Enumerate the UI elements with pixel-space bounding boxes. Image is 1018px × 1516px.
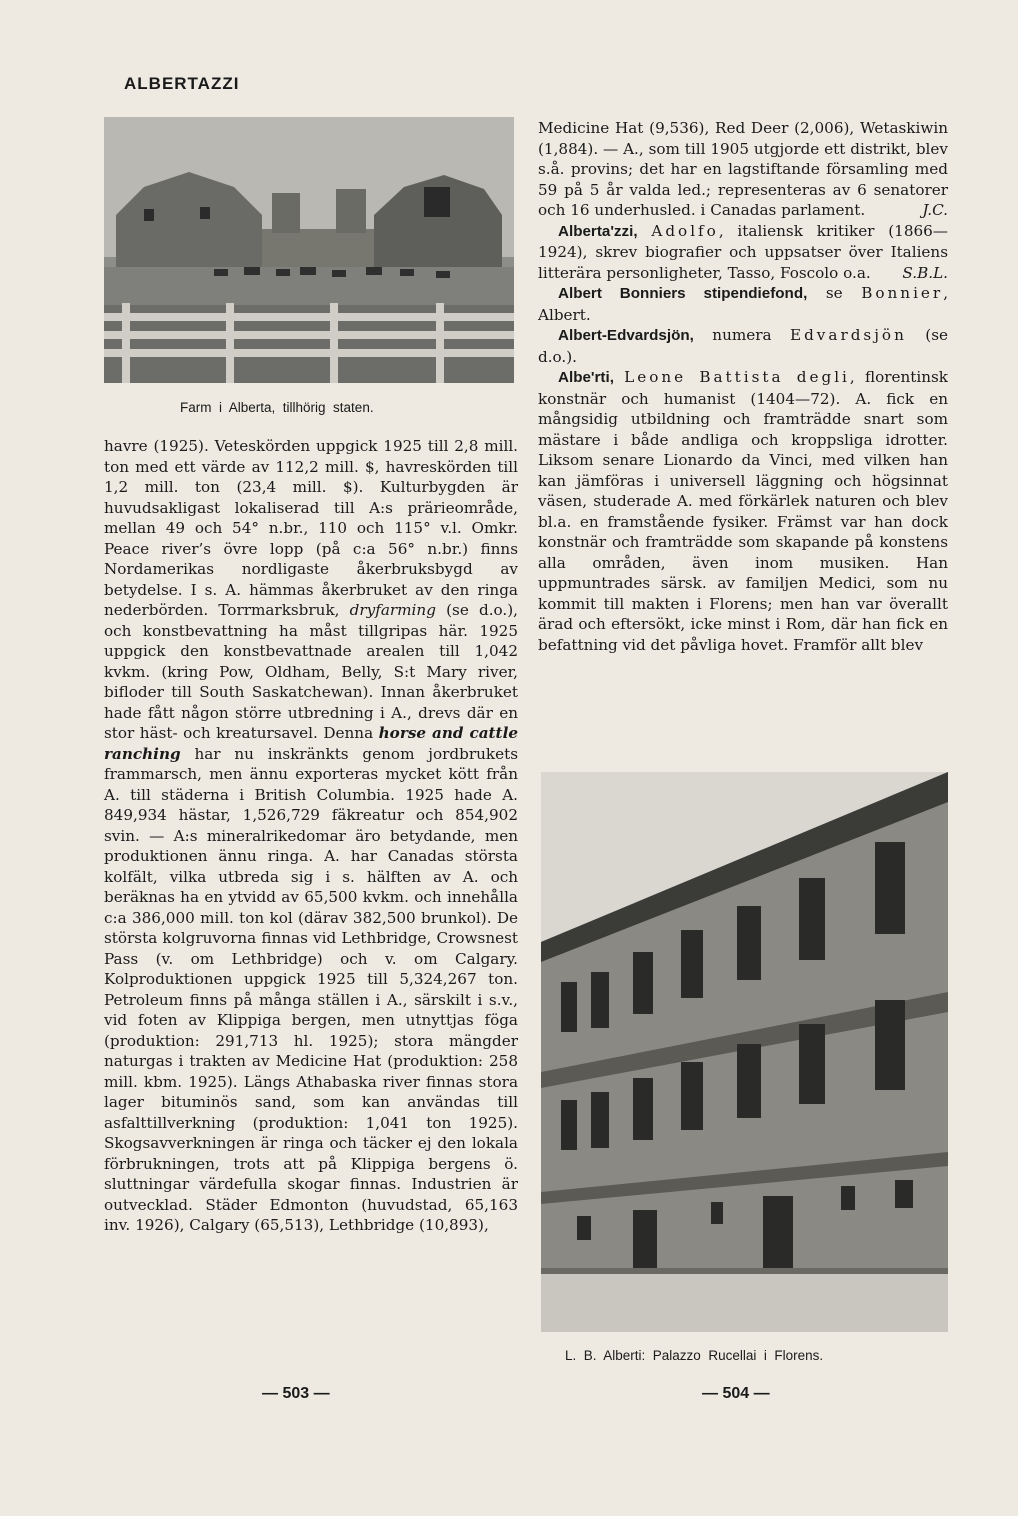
right-column	[538, 118, 948, 655]
entry-alberti-name: Leone Battista degli	[624, 368, 850, 386]
entry-edvardsjon-text-a: numera	[693, 326, 790, 344]
farm-illustration	[104, 117, 514, 383]
alberta-continuation-text: Medicine Hat (9,536), Red Deer (2,006), Wetaskiwin (1,884). — A., som till 1905 utgjorde ett distrikt, blev s.å. provins; det har en lagstiftande församling med 59 på 5 år valda led.; representeras av 6 senatorer och 16 underhusled. i Canadas parlament.	[538, 119, 948, 219]
left-text-c: har nu inskränkts genom jordbrukets frammarsch, men ännu exporteras mycket kött från A. till städerna i British Columbia. 1925 hade A. 849,934 hästar, 1,526,729 fäkreatur och 854,902 svin. — A:s mineralrikedomar äro betydande, men produktionen ännu ringa. A. har Canadas största kolfält, vilka utbreda sig i s. hälften av A. och beräknas ha en ytvidd av 65,500 kvkm. och innehålla c:a 386,000 mill. ton kol (därav 382,500 brunkol). De största kolgruvorna finnas vid Lethbridge, Crowsnest Pass (v. om Lethbridge) och v. om Calgary. Kolproduktionen uppgick 1925 till 5,324,267 ton. Petroleum finns på många ställen i A., särskilt i s.v., vid foten av Klippiga bergen, men utnyttjas föga (produktion: 291,713 hl. 1925); stora mängder naturgas i trakten av Medicine Hat (produktion: 258 mill. kbm. 1925). Längs Athabaska river finnas stora lager bituminös sand, som kan användas till asfalttillverkning (produktion: 1,041 ton 1925). Skogsavverkningen är ringa och täcker ej den lokala förbrukningen, trots att på Klippiga bergens ö. sluttningar värdefulla skogar finnas. Industrien är outvecklad. Städer Edmonton (huvudstad, 65,163 inv. 1926), Calgary (65,513), Lethbridge (10,893),	[104, 744, 518, 1234]
entry-albertazzi-text: , italiensk kritiker (1866—1924), skrev biografier och uppsatser över Italiens litterära personligheter, Tasso, Foscolo o.a.	[538, 221, 948, 282]
running-head: ALBERTAZZI	[124, 74, 240, 93]
entry-bonniers-text-b: , Albert.	[538, 284, 949, 324]
left-text-a: havre (1925). Veteskörden uppgick 1925 till 2,8 mill. ton med ett värde av 112,2 mill. $, havreskörden till 1,2 mill. ton (23,4 mill. $). Kulturbygden är huvudsakligast lokaliserad till A:s prärieområde, mellan 49 och 54° n.br., 110 och 115° v.l. Omkr. Peace river’s övre lopp (på c:a 56° n.br.) finns Nordamerikas nordligaste åkerbruksbygd av betydelse. I s. A. hämmas åkerbruket av den ringa nederbörden. Torrmarksbruk,	[104, 437, 518, 619]
signature-sbl: S.B.L.	[902, 263, 948, 282]
entry-albertazzi	[538, 221, 948, 284]
palazzo-illustration	[541, 772, 948, 1332]
farm-photo	[104, 117, 514, 383]
entry-alberti-text: , florentinsk konstnär och humanist (1404—72). A. fick en mångsidig utbildning och framträdde snart som mästare i både andliga och kroppsliga idrotter. Liksom senare Lionardo da Vinci, med vilken han kan jämföras i universell läggning och högsinnat väsen, studerade A. med förkärlek naturen och blev bl.a. en framstående fysiker. Främst var han dock konstnär och framträdde som skapande på konstens alla områden, även inom musiken. Han uppmuntrades särsk. av familjen Medici, som nu kommit till makten i Florens; men han var överallt ärad och eftersökt, icke minst i Rom, där han fick en befattning vid det påvliga hovet. Framför allt blev	[538, 368, 948, 654]
entry-edvardsjon	[538, 325, 948, 367]
entry-edvardsjon-text-b: (se d.o.).	[538, 326, 948, 366]
entry-albertazzi-head: Alberta'zzi,	[558, 222, 638, 240]
palazzo-caption: L. B. Alberti: Palazzo Rucellai i Florens.	[565, 1348, 824, 1363]
entry-alberti-head: Albe'rti,	[558, 369, 614, 386]
entry-edvardsjon-head: Albert-Edvardsjön,	[558, 327, 694, 344]
dryfarming-term: dryfarming	[349, 601, 436, 619]
palazzo-photo	[541, 772, 948, 1332]
signature-jc: J.C.	[922, 201, 948, 219]
entry-bonniers	[538, 283, 948, 325]
page-number-left: — 503 —	[262, 1385, 330, 1402]
entry-bonniers-ref: Bonnier	[861, 284, 944, 302]
page-number-right: — 504 —	[702, 1385, 770, 1402]
entry-bonniers-head: Albert Bonniers stipendiefond,	[558, 285, 808, 302]
entry-bonniers-text-a: se	[807, 284, 862, 302]
left-text-b: (se d.o.), och konstbevattning ha måst tillgripas här. 1925 uppgick den konstbevattnade arealen till 1,042 kvkm. (kring Pow, Oldham, Belly, S:t Mary river, bifloder till South Saskatchewan). Innan åkerbruket hade fått någon större utbredning i A., drevs där en stor häst- och kreatursavel. Denna	[104, 601, 518, 742]
entry-albertazzi-name: Adolfo	[651, 221, 719, 240]
entry-edvardsjon-ref: Edvardsjön	[790, 326, 907, 344]
left-column	[104, 436, 518, 1236]
alberta-continuation	[538, 118, 948, 221]
entry-alberti	[538, 367, 948, 655]
farm-caption: Farm i Alberta, tillhörig staten.	[180, 400, 374, 415]
left-paragraph	[104, 436, 518, 1236]
ranching-term: horse and cattle ranching	[104, 724, 518, 763]
